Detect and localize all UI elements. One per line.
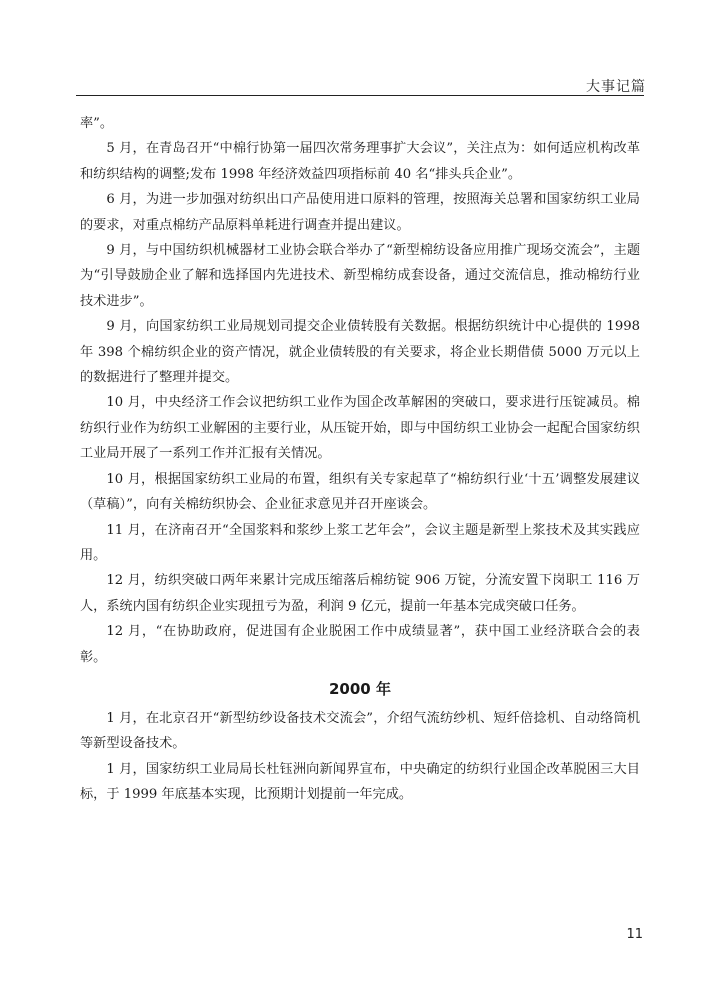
paragraph-dec-commendation: 12 月，“在协助政府，促进国有企业脱困工作中成绩显著”，获中国工业经济联合会的表彰。 xyxy=(80,624,640,665)
paragraph-may-qingdao-meeting: 5 月，在青岛召开“中棉行协第一届四次常务理事扩大会议”，关注点为：如何适应机构改革和纺织结构的调整;发布 1998 年经济效益四项指标前 40 名“排头兵企业”。 xyxy=(80,141,640,182)
paragraph-2000-jan-reform-goals: 1 月，国家纺织工业局局长杜钰洲向新闻界宣布，中央确定的纺织行业国企改革脱困三大目标，于 1999 年底基本实现，比预期计划提前一年完成。 xyxy=(80,761,640,803)
year-heading-2000: 2000 年 xyxy=(329,679,391,698)
paragraph-nov-jinan-conference: 11 月，在济南召开“全国浆料和浆纱上浆工艺年会”，会议主题是新型上浆技术及其实践应用。 xyxy=(80,522,640,563)
paragraph-continuation: 率”。 xyxy=(80,116,114,131)
paragraph-june-export-materials: 6 月，为进一步加强对纺织出口产品使用进口原料的管理，按照海关总署和国家纺织工业局的要求，对重点棉纺产品原料单耗进行调查并提出建议。 xyxy=(80,192,640,233)
paragraph-2000-jan-beijing-exchange: 1 月，在北京召开“新型纺纱设备技术交流会”，介绍气流纺纱机、短纤倍捻机、自动络筒机等新型设备技术。 xyxy=(80,710,640,752)
header-divider xyxy=(76,95,644,96)
paragraph-oct-development-proposal: 10 月，根据国家纺织工业局的布置，组织有关专家起草了“棉纺织行业‘十五’调整发展建议（草稿）”，向有关棉纺织协会、企业征求意见并召开座谈会。 xyxy=(80,471,640,513)
paragraph-sept-equipment-exchange: 9 月，与中国纺织机械器材工业协会联合举办了“新型棉纺设备应用推广现场交流会”，主题为“引导鼓励企业了解和选择国内先进技术、新型棉纺成套设备，通过交流信息，推动棉纺行业技术进步”。 xyxy=(80,243,640,309)
paragraph-oct-reform-breakthrough: 10 月，中央经济工作会议把纺织工业作为国企改革解困的突破口，要求进行压锭减员。棉纺织行业作为纺织工业解困的主要行业，从压锭开始，即与中国纺织工业协会一起配合国家纺织工业局开展了一系列工作并汇报有关情况。 xyxy=(80,395,640,462)
paragraph-dec-spindle-reduction: 12 月，纺织突破口两年来累计完成压缩落后棉纺锭 906 万锭，分流安置下岗职工 116 万人，系统内国有纺织企业实现扭亏为盈，利润 9 亿元，提前一年基本完成突破口任务。 xyxy=(80,573,640,614)
running-header-title: 大事记篇 xyxy=(586,79,646,95)
paragraph-sept-debt-equity: 9 月，向国家纺织工业局规划司提交企业债转股有关数据。根据纺织统计中心提供的 1998 年 398 个棉纺织企业的资产情况，就企业债转股的有关要求，将企业长期借债 5000 万元以上的数据进行了整理并提交。 xyxy=(80,319,640,386)
page-number: 11 xyxy=(626,927,643,942)
page-body xyxy=(80,111,640,808)
